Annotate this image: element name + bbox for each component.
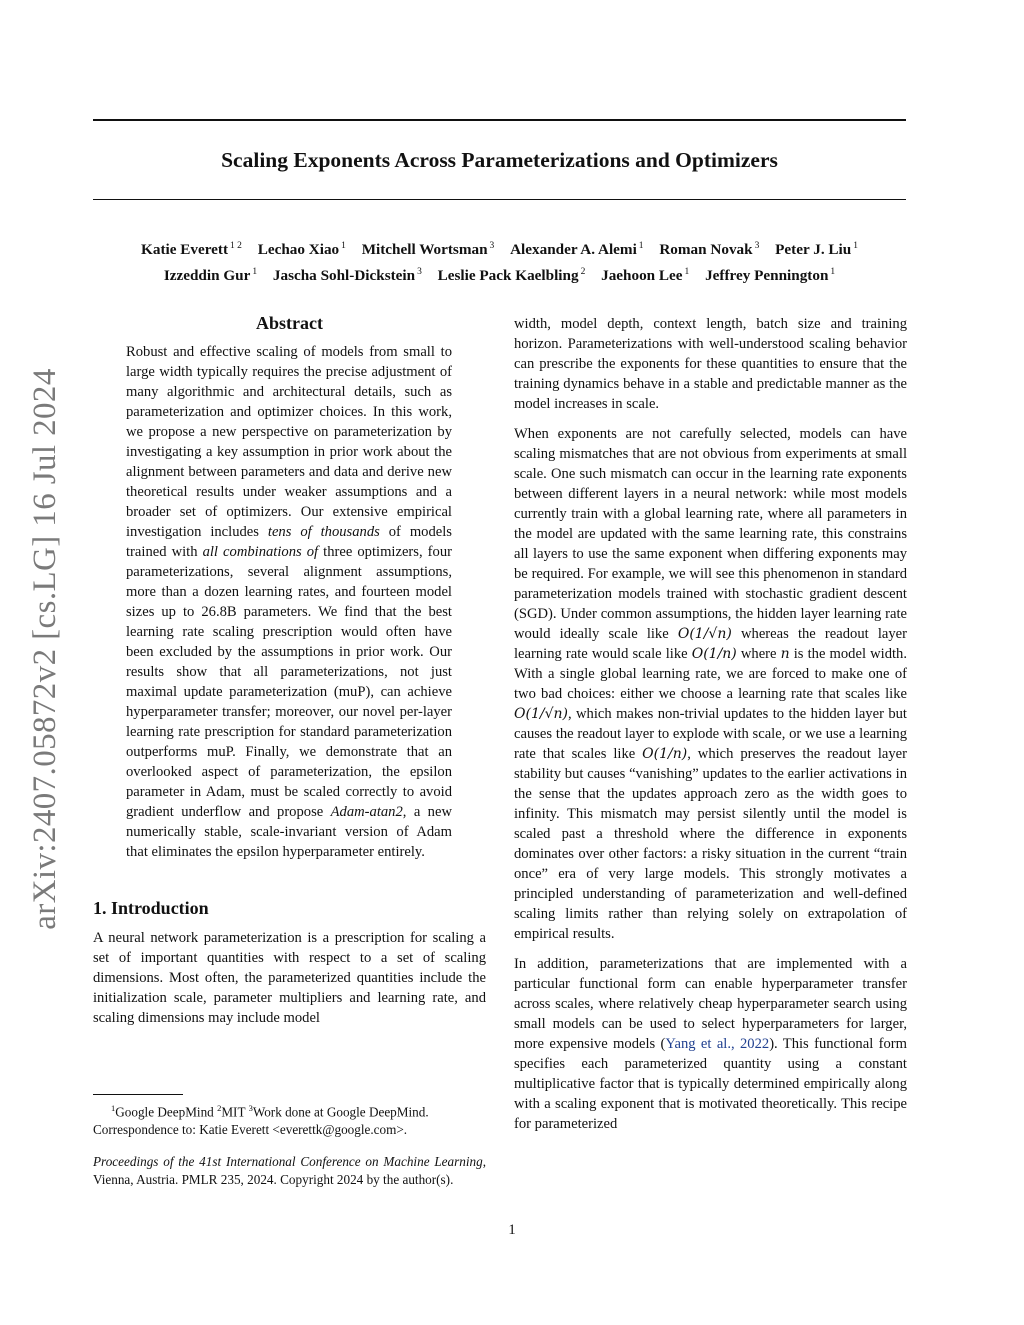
correspondence-footnote: Correspondence to: Katie Everett <everettk@google.com>. xyxy=(93,1122,408,1138)
author-line-1 xyxy=(93,235,906,261)
title-bottom-rule xyxy=(93,199,906,200)
author: Peter J. Liu $^1$ xyxy=(775,241,858,259)
author: Jeffrey Pennington $^1$ xyxy=(705,267,836,285)
math-expression: O(1/√n) xyxy=(677,626,732,642)
proceedings-note: Proceedings of the 41st International Conference on Machine Learning, Vienna, Austria. PMLR 235, 2024. Copyright 2024 by the author(s). xyxy=(93,1154,486,1188)
author: Leslie Pack Kaelbling $^2$ xyxy=(437,267,586,285)
title-top-rule xyxy=(93,119,906,121)
body-paragraph: In addition, parameterizations that are implemented with a particular functional form can enable hyperparameter transfer across scales, where relatively cheap hyperparameter search using small models can be used to select hyperparameters for larger, more expensive models (Yang et al., 2022). This functional form specifies each parameterized quantity using a constant multiplicative factor that is typically determined empirically along with a scaling exponent that is motivated theoretically. This recipe for parameterized xyxy=(514,956,907,1132)
introduction-paragraph: A neural network parameterization is a prescription for scaling a set of important quantities with respect to a set of scaling dimensions. Most often, the parameterized quantities include the initialization scale, parameter multipliers and learning rate, and scaling dimensions may include model xyxy=(93,930,486,1026)
author-line-2 xyxy=(93,261,906,287)
arxiv-identifier: arXiv:2407.05872v2 [cs.LG] 16 Jul 2024 xyxy=(27,368,63,930)
page-number: 1 xyxy=(508,1222,516,1238)
math-expression: n xyxy=(780,646,790,662)
math-expression: O(1/n) xyxy=(691,646,737,662)
author: Katie Everett $^{1 2}$ xyxy=(141,241,242,259)
math-expression: O(1/n) xyxy=(642,746,688,762)
author: Roman Novak $^3$ xyxy=(659,241,760,259)
author: Jaehoon Lee $^1$ xyxy=(601,267,690,285)
author: Mitchell Wortsman $^3$ xyxy=(361,241,495,259)
author-list xyxy=(93,235,906,287)
affiliations-footnote: $^1$Google DeepMind $^2$MIT $^3$Work done at Google DeepMind. xyxy=(111,1103,429,1120)
author: Lechao Xiao $^1$ xyxy=(257,241,346,259)
right-column xyxy=(514,314,907,1144)
paper-title: Scaling Exponents Across Parameterizations and Optimizers xyxy=(221,148,778,172)
author: Alexander A. Alemi $^1$ xyxy=(510,241,644,259)
author: Jascha Sohl-Dickstein $^3$ xyxy=(272,267,422,285)
left-column xyxy=(93,310,486,1028)
abstract-text: Robust and effective scaling of models from small to large width typically requires the precise adjustment of many algorithmic and architectural details, such as parameterization and optimizer choices. In this work, we propose a new perspective on parameterization by investigating a key assumption in prior work about the alignment between parameters and data and derive new theoretical results under weaker assumptions and a broader set of optimizers. Our extensive empirical investigation includes tens of thousands of models trained with all combinations of three optimizers, four parameterizations, several alignment assumptions, more than a dozen learning rates, and fourteen model sizes up to 26.8B parameters. We find that the best learning rate scaling prescription would often have been excluded by the assumptions in prior work. Our results show that all parameterizations, not just maximal update parameterization (muP), can achieve hyperparameter transfer; moreover, our novel per-layer learning rate prescription for standard parameterization outperforms muP. Finally, we demonstrate that an overlooked aspect of parameterization, the epsilon parameter in Adam, must be scaled correctly to avoid gradient underflow and propose Adam-atan2, a new numerically stable, scale-invariant version of Adam that eliminates the epsilon hyperparameter entirely. xyxy=(126,344,452,860)
footnote-rule xyxy=(93,1094,183,1095)
footnotes xyxy=(93,1094,486,1189)
abstract-heading: Abstract xyxy=(256,313,323,333)
math-expression: O(1/√n) xyxy=(514,706,568,722)
author: Izzeddin Gur $^1$ xyxy=(163,267,258,285)
introduction-heading: 1. Introduction xyxy=(93,898,209,918)
body-paragraph: width, model depth, context length, batch size and training horizon. Parameterizations with well-understood scaling behavior can prescribe the exponents for these quantities to ensure that the training dynamics behave in a stable and predictable manner as the model increases in scale. xyxy=(514,316,907,412)
body-paragraph: When exponents are not carefully selected, models can have scaling mismatches that are not obvious from experiments at small scale. One such mismatch can occur in the learning rate exponents between different layers in a neural network: while most models currently train with a global learning rate, where all parameters in the model are updated with the same learning rate, this constrains all layers to use the same exponent when differing exponents may be required. For example, we will see this phenomenon in standard parameterization models trained with stochastic gradient descent (SGD). Under common assumptions, the hidden layer learning rate would ideally scale like O(1/√n) whereas the readout layer learning rate would scale like O(1/n) where n is the model width. With a single global learning rate, we are forced to make one of two bad choices: either we choose a learning rate that scales like O(1/√n), which makes non-trivial updates to the hidden layer but causes the readout layer to explode with scale, or we use a learning rate that scales like O(1/n), which preserves the readout layer stability but causes “vanishing” updates to the earlier activations in the sense that the updates approach zero as the width goes to infinity. This mismatch may persist silently until the model is scaled past a threshold where the difference in exponents dominates over other factors: a risky situation in the current “train once” era of very large models. This strongly motivates a principled understanding of parameterization and well-defined scaling limits rather than relying solely on extrapolation of empirical results. xyxy=(514,426,907,942)
citation-link[interactable]: Yang et al., 2022 xyxy=(665,1036,770,1052)
